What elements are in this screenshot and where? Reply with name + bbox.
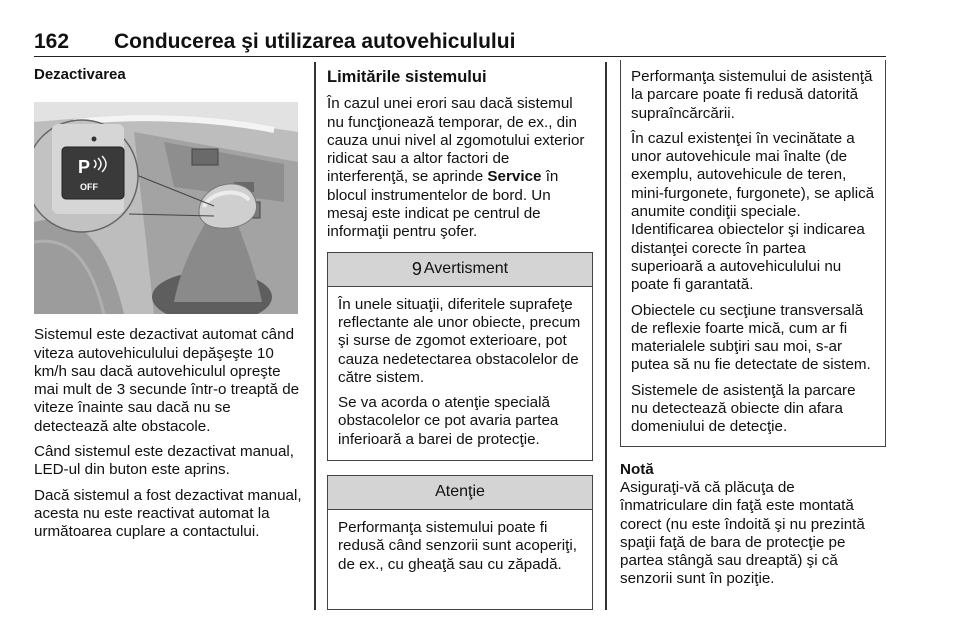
paragraph: În cazul existenţei în vecinătate a unor autovehicule mai înalte (de exemplu, autovehicule de teren, mini-furgonete, furgonete), se aplică anumite condiţii speciale. Identificarea obiectelor şi indicarea distanţei corecte în partea superioară a autovehiculului nu poate fi garantată. — [631, 129, 875, 294]
console-drawing — [34, 102, 298, 314]
section-heading-deactivation: Dezactivarea — [34, 66, 126, 83]
column-divider — [314, 62, 316, 610]
paragraph: Dacă sistemul a fost dezactivat manual, acesta nu este reactivat automat la următoarea cuplare a contactului. — [34, 486, 302, 541]
intro-text-end: în blocul instrumentelor de bord. Un mesaj este indicat pe centrul de informaţii pentru şofer. — [327, 168, 559, 241]
paragraph: Performanţa sistemului de asistenţă la parcare poate fi redusă datorită supraîncărcării. — [631, 68, 873, 122]
paragraph: Se va acorda o atenţie specială obstacolelor ce pot avaria partea inferioară a barei de protecţie. — [338, 394, 559, 448]
caution-title: Atenţie — [435, 483, 485, 501]
button-label-off: OFF — [80, 182, 98, 193]
note-title: Notă — [620, 460, 654, 478]
note-text: Asiguraţi-vă că plăcuţa de înmatriculare din faţă este montată corect (nu este îndoită şi nu prezintă spaţii faţă de bara de protecţie pe partea stângă sau dreaptă) şi că senzorii sunt în poziţie. — [620, 478, 865, 588]
warning-triangle-icon: 9 — [411, 259, 422, 280]
parking-button-illustration — [34, 102, 298, 314]
caution-box-title — [328, 476, 592, 510]
paragraph: Obiectele cu secţiune transversală de reflexie foarte mică, cum ar fi materialele subţiri sau moi, s-ar putea să nu fie detectate de sistem. — [631, 301, 871, 374]
paragraph: Performanţa sistemului poate fi redusă când senzorii sunt acoperiţi, de ex., cu gheaţă sau cu zăpadă. — [338, 519, 577, 573]
column-deactivation — [34, 62, 304, 549]
chapter-title: Conducerea şi utilizarea autovehiculului — [114, 30, 516, 53]
caution-box — [327, 475, 593, 610]
intro-text: În cazul unei erori sau dacă sistemul nu funcţionează temporar, de ex., din cauza unui nivel al zgomotului exterior ridicat sau a altor factori de interferenţă, se aprinde — [327, 95, 585, 186]
paragraph: Sistemele de asistenţă la parcare nu detectează obiecte din afara domeniului de detecţie. — [631, 381, 856, 436]
service-indicator-text: Service — [487, 168, 542, 186]
warning-title: Avertisment — [423, 260, 509, 278]
warning-box — [327, 252, 593, 461]
section-heading-limitations: Limitările sistemului — [327, 68, 487, 86]
column-continued — [620, 62, 886, 596]
paragraph: Când sistemul este dezactivat manual, LED-ul din buton este aprins. — [34, 443, 295, 479]
column-divider — [605, 62, 607, 610]
intro-paragraph — [327, 95, 593, 241]
caution-box-continued — [620, 60, 886, 447]
caution-box-body — [328, 510, 592, 609]
paragraph: Sistemul este dezactivat automat când viteza autovehiculului depăşeşte 10 km/h sau dacă autovehiculul opreşte mai mult de 3 secunde într-o treaptă de viteze înainte sau dacă nu se detectează alte obstacole. — [34, 326, 300, 435]
button-symbol: P — [78, 157, 91, 178]
warning-box-title — [328, 253, 592, 287]
warning-box-body — [328, 287, 592, 460]
page-number: 162 — [34, 30, 70, 53]
page-header — [34, 30, 886, 57]
paragraph: În unele situaţii, diferitele suprafeţe reflectante ale unor obiecte, precum şi surse de zgomot exterioare, pot cauza nedetectarea obstacolelor de către sistem. — [338, 295, 581, 386]
column-limitations — [327, 62, 593, 624]
